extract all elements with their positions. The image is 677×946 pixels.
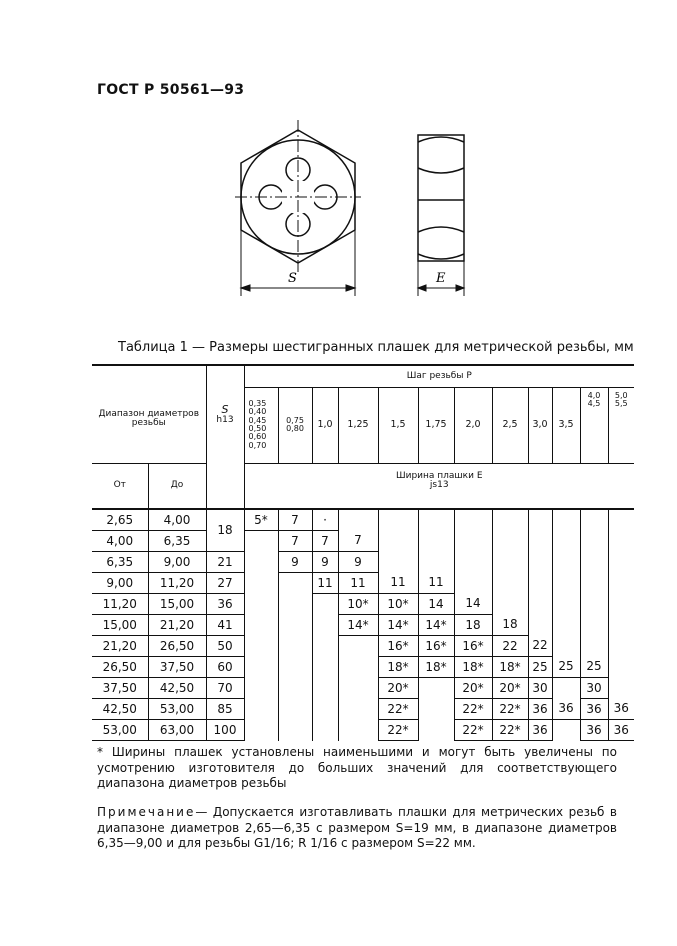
width-e-cell <box>312 594 338 615</box>
width-e-cell: 5* <box>244 509 278 531</box>
width-e-cell: 20* <box>454 678 492 699</box>
pitch-value: 3,5 <box>552 387 580 463</box>
width-e-cell: 14* <box>418 615 454 636</box>
width-e-cell <box>338 657 378 678</box>
width-e-cell: 18 <box>454 615 492 636</box>
width-e-cell: 16* <box>454 636 492 657</box>
footnote: * Ширины плашек установлены наименьшими и могут быть увеличены по усмотрению изготовителя до больших значений для соответствующего диапазона диаметров резьбы <box>97 745 617 791</box>
width-e-cell: 14 <box>454 594 492 615</box>
width-e-cell: 20* <box>492 678 528 699</box>
range-to-cell: 53,00 <box>148 699 206 720</box>
width-e-cell <box>418 699 454 720</box>
width-e-cell <box>338 699 378 720</box>
width-e-cell <box>608 615 634 636</box>
table-row <box>92 699 634 720</box>
width-e-cell: 18* <box>492 657 528 678</box>
pitch-value: 0,50 <box>248 424 267 433</box>
pitch-value: 1,75 <box>418 387 454 463</box>
width-e-cell <box>244 615 278 636</box>
note-label: Примечание <box>97 805 196 819</box>
width-e-cell <box>244 636 278 657</box>
pitch-value: 0,80 <box>286 424 304 433</box>
width-e-cell <box>244 531 278 552</box>
width-e-cell <box>492 552 528 573</box>
width-e-cell <box>278 636 312 657</box>
width-e-cell: 36 <box>552 699 580 720</box>
width-e-cell <box>552 636 580 657</box>
table-row <box>92 615 634 636</box>
width-e-cell <box>454 573 492 594</box>
width-e-cell <box>552 509 580 531</box>
width-e-cell: 11 <box>378 573 418 594</box>
width-e-cell: · <box>312 509 338 531</box>
width-e-cell: 22 <box>528 636 552 657</box>
range-from-cell: 11,20 <box>92 594 148 615</box>
width-e-cell: 9 <box>312 552 338 573</box>
note <box>97 805 617 852</box>
size-s-cell: 70 <box>206 678 244 699</box>
width-e-cell <box>278 573 312 594</box>
width-e-cell <box>338 636 378 657</box>
range-to-cell: 11,20 <box>148 573 206 594</box>
width-e-cell <box>378 552 418 573</box>
range-header: Диапазон диаметров резьбы <box>98 408 199 429</box>
width-e-cell <box>454 509 492 531</box>
width-e-cell <box>528 552 552 573</box>
size-s-cell: 85 <box>206 699 244 720</box>
pitch-value: 5,5 <box>614 398 628 408</box>
width-e-cell <box>580 636 608 657</box>
width-e-cell <box>608 636 634 657</box>
width-e-cell <box>580 531 608 552</box>
width-e-cell <box>378 509 418 531</box>
size-s-cell: 41 <box>206 615 244 636</box>
width-e-cell <box>312 636 338 657</box>
pitch-value: 1,5 <box>378 387 418 463</box>
table-row <box>92 552 634 573</box>
width-e-cell: 25 <box>580 657 608 678</box>
width-e-cell <box>244 699 278 720</box>
dimension-s-label: S <box>288 271 297 286</box>
width-e-cell <box>278 720 312 741</box>
width-e-cell: 14 <box>418 594 454 615</box>
width-e-cell <box>492 509 528 531</box>
size-s-cell: 21 <box>206 552 244 573</box>
range-from-cell: 42,50 <box>92 699 148 720</box>
width-e-cell <box>552 678 580 699</box>
width-e-cell: 36 <box>528 699 552 720</box>
pitch-value: 4,0 <box>587 390 601 400</box>
range-from-cell: 26,50 <box>92 657 148 678</box>
width-e-cell: 36 <box>528 720 552 741</box>
width-e-cell <box>608 573 634 594</box>
width-e-cell <box>608 678 634 699</box>
width-e-cell: 14* <box>338 615 378 636</box>
width-e-cell <box>312 678 338 699</box>
range-from-cell: 37,50 <box>92 678 148 699</box>
pitch-value: 4,5 <box>587 398 601 408</box>
width-e-cell <box>528 615 552 636</box>
width-e-cell: 18 <box>492 615 528 636</box>
table-row <box>92 678 634 699</box>
width-e-cell <box>418 531 454 552</box>
hex-die-front-view <box>235 120 361 272</box>
pitch-value: 0,70 <box>248 440 267 450</box>
width-e-cell <box>580 552 608 573</box>
pitch-value: 0,60 <box>248 432 267 442</box>
width-e-cell <box>278 657 312 678</box>
width-e-cell <box>278 615 312 636</box>
pitch-value: 3,0 <box>528 387 552 463</box>
width-e-cell <box>580 594 608 615</box>
width-e-cell <box>608 594 634 615</box>
width-e-cell: 36 <box>580 720 608 741</box>
table-row <box>92 657 634 678</box>
width-e-cell: 22* <box>378 720 418 741</box>
hex-die-side-view <box>418 135 464 261</box>
width-e-cell: 22* <box>454 720 492 741</box>
width-e-cell: 18* <box>418 657 454 678</box>
width-e-cell: 7 <box>338 531 378 552</box>
die-sizes-table <box>92 364 634 741</box>
pitch-header: Шаг резьбы P <box>406 370 472 381</box>
size-s-cell: 50 <box>206 636 244 657</box>
width-e-cell <box>338 509 378 531</box>
note-text: — Допускается изготавливать плашки для метрических резьб в диапазоне диаметров 2,65—6,35 с размером S=19 мм, в диапазоне диаметров 6,35—9,00 и для резьбы G1/16; R 1/16 с размером S=22 мм. <box>97 805 617 851</box>
width-e-cell: 36 <box>608 720 634 741</box>
pitch-value: 0,75 <box>286 415 304 425</box>
range-from-cell: 15,00 <box>92 615 148 636</box>
width-e-cell: 9 <box>338 552 378 573</box>
width-e-cell <box>244 720 278 741</box>
width-e-cell <box>338 720 378 741</box>
width-e-cell: 22* <box>492 699 528 720</box>
width-e-cell <box>580 509 608 531</box>
width-e-cell <box>418 720 454 741</box>
width-e-cell: 22 <box>492 636 528 657</box>
width-e-cell <box>608 531 634 552</box>
width-e-cell <box>528 594 552 615</box>
width-e-cell: 11 <box>338 573 378 594</box>
width-e-cell: 20* <box>378 678 418 699</box>
size-s-cell: 60 <box>206 657 244 678</box>
width-e-cell <box>552 594 580 615</box>
width-e-cell: 22* <box>492 720 528 741</box>
pitch-value: 2,5 <box>492 387 528 463</box>
width-e-cell <box>244 573 278 594</box>
range-to-cell: 15,00 <box>148 594 206 615</box>
width-e-cell: 10* <box>338 594 378 615</box>
width-e-cell <box>278 678 312 699</box>
die-drawing <box>230 120 490 300</box>
width-e-cell <box>528 573 552 594</box>
width-tolerance: js13 <box>429 479 449 490</box>
width-e-cell <box>312 615 338 636</box>
range-from-cell: 4,00 <box>92 531 148 552</box>
range-to-cell: 21,20 <box>148 615 206 636</box>
width-e-cell <box>552 573 580 594</box>
width-e-cell <box>378 531 418 552</box>
width-e-cell <box>552 552 580 573</box>
width-e-cell: 7 <box>312 531 338 552</box>
width-e-cell <box>492 573 528 594</box>
width-e-cell: 16* <box>418 636 454 657</box>
range-to-cell: 6,35 <box>148 531 206 552</box>
width-e-cell: 25 <box>528 657 552 678</box>
s-tolerance: h13 <box>216 414 234 425</box>
width-e-cell <box>492 531 528 552</box>
width-e-cell: 18* <box>454 657 492 678</box>
width-e-cell: 7 <box>278 509 312 531</box>
document-header: ГОСТ Р 50561—93 <box>97 82 245 98</box>
range-to-cell: 42,50 <box>148 678 206 699</box>
width-e-cell <box>244 594 278 615</box>
width-e-cell <box>244 678 278 699</box>
width-e-cell <box>608 509 634 531</box>
range-from-cell: 21,20 <box>92 636 148 657</box>
width-e-cell <box>528 509 552 531</box>
table-row <box>92 531 634 552</box>
pitch-value: 5,0 <box>614 390 628 400</box>
to-label: До <box>148 463 206 509</box>
range-to-cell: 26,50 <box>148 636 206 657</box>
pitch-value: 1,0 <box>312 387 338 463</box>
width-e-cell <box>552 615 580 636</box>
width-e-cell <box>608 552 634 573</box>
width-e-cell: 22* <box>378 699 418 720</box>
width-e-cell: 30 <box>580 678 608 699</box>
width-e-cell: 14* <box>378 615 418 636</box>
width-header: Ширина плашки E <box>395 470 483 481</box>
width-e-cell: 18* <box>378 657 418 678</box>
width-e-cell <box>580 573 608 594</box>
size-s-cell: 36 <box>206 594 244 615</box>
width-e-cell: 25 <box>552 657 580 678</box>
width-e-cell <box>244 657 278 678</box>
width-e-cell <box>418 552 454 573</box>
width-e-cell: 36 <box>580 699 608 720</box>
width-e-cell <box>312 699 338 720</box>
width-e-cell <box>454 531 492 552</box>
width-e-cell <box>418 678 454 699</box>
width-e-cell <box>528 531 552 552</box>
pitch-value: 0,45 <box>248 415 267 425</box>
width-e-cell <box>580 615 608 636</box>
range-to-cell: 9,00 <box>148 552 206 573</box>
width-e-cell <box>312 720 338 741</box>
width-e-cell <box>552 720 580 741</box>
table-caption: Таблица 1 — Размеры шестигранных плашек для метрической резьбы, мм <box>118 340 634 355</box>
range-to-cell: 4,00 <box>148 509 206 531</box>
width-e-cell: 7 <box>278 531 312 552</box>
range-from-cell: 6,35 <box>92 552 148 573</box>
range-from-cell: 9,00 <box>92 573 148 594</box>
width-e-cell <box>418 509 454 531</box>
table-row <box>92 594 634 615</box>
dimension-e-label: E <box>436 271 446 286</box>
width-e-cell <box>278 594 312 615</box>
size-s-cell: 100 <box>206 720 244 741</box>
table-row <box>92 509 634 531</box>
table-row <box>92 636 634 657</box>
width-e-cell: 11 <box>418 573 454 594</box>
s-header: S <box>221 403 229 416</box>
width-e-cell <box>338 678 378 699</box>
width-e-cell <box>454 552 492 573</box>
width-e-cell <box>244 552 278 573</box>
range-from-cell: 53,00 <box>92 720 148 741</box>
width-e-cell <box>312 657 338 678</box>
pitch-value: 2,0 <box>454 387 492 463</box>
width-e-cell: 10* <box>378 594 418 615</box>
range-to-cell: 63,00 <box>148 720 206 741</box>
range-from-cell: 2,65 <box>92 509 148 531</box>
from-label: От <box>92 463 148 509</box>
pitch-value: 0,40 <box>248 407 267 417</box>
width-e-cell: 11 <box>312 573 338 594</box>
width-e-cell: 30 <box>528 678 552 699</box>
width-e-cell <box>278 699 312 720</box>
width-e-cell: 9 <box>278 552 312 573</box>
width-e-cell: 16* <box>378 636 418 657</box>
width-e-cell: 22* <box>454 699 492 720</box>
width-e-cell <box>608 657 634 678</box>
pitch-value: 0,35 <box>248 398 267 408</box>
pitch-value: 1,25 <box>338 387 378 463</box>
width-e-cell: 36 <box>608 699 634 720</box>
size-s-cell: 18 <box>206 509 244 552</box>
table-row <box>92 573 634 594</box>
width-e-cell <box>552 531 580 552</box>
table-row <box>92 720 634 741</box>
size-s-cell: 27 <box>206 573 244 594</box>
width-e-cell <box>492 594 528 615</box>
range-to-cell: 37,50 <box>148 657 206 678</box>
